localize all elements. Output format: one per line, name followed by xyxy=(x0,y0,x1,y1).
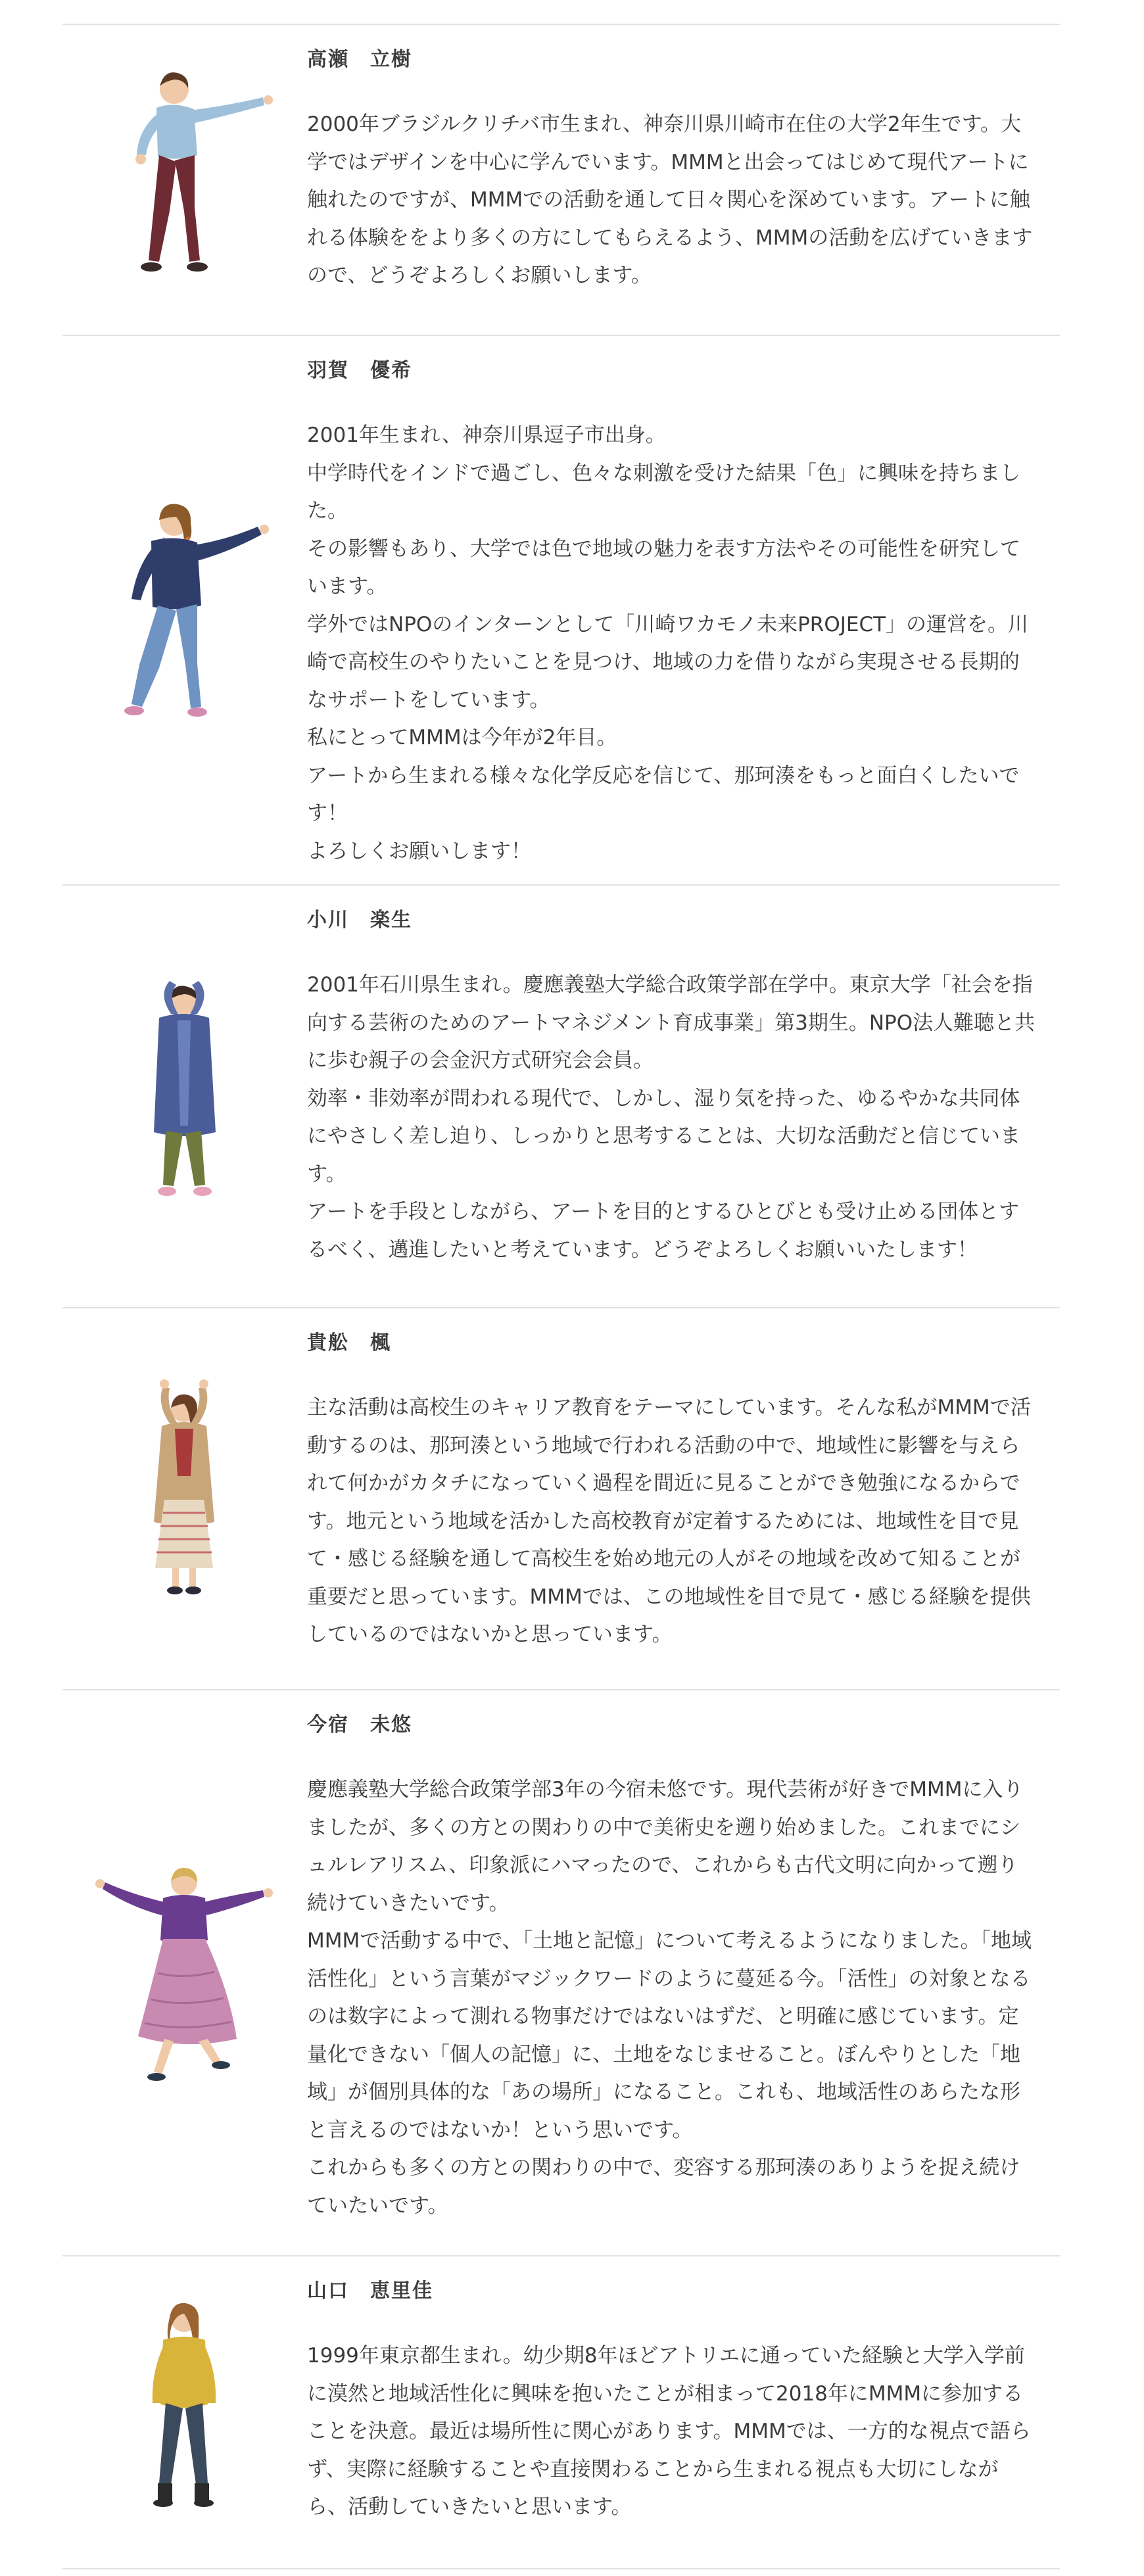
member-bio xyxy=(307,1771,1038,2225)
member-illustration-waving xyxy=(76,441,293,783)
member-text xyxy=(307,1712,1038,2225)
bio-paragraph: 学外ではNPOのインターンとして「川崎ワカモノ未来PROJECT」の運営を。川崎で高校生のやりたいことを見つけ、地域の力を借りながら実現させる長期的なサポートをしています。 xyxy=(307,612,1029,712)
member-name: 高瀬 立樹 xyxy=(307,48,412,71)
member-entry xyxy=(62,24,1060,336)
bio-paragraph: アートを手段としながら、アートを目的とするひとびとも受け止める団体とするべく、邁進したいと考えています。どうぞよろしくお願いいたします！ xyxy=(307,1200,1020,1262)
member-bio xyxy=(307,417,1038,871)
member-name: 羽賀 優希 xyxy=(307,359,412,382)
bio-paragraph: これからも多くの方との関わりの中で、変容する那珂湊のありようを捉え続けていたいです。 xyxy=(307,2156,1020,2218)
member-name: 小川 楽生 xyxy=(307,909,412,932)
bio-paragraph: 2000年ブラジルクリチバ市生まれ、神奈川県川崎市在住の大学2年生です。大学ではデザインを中心に学んでいます。MMMと出会ってはじめて現代アートに触れたのですが、MMMでの活動を通して日々関心を深めています。アートに触れる体験ををより多くの方にしてもらえるよう、MMMの活動を広げていきますので、どうぞよろしくお願いします。 xyxy=(307,112,1033,287)
member-illustration-pointing xyxy=(76,43,293,320)
bio-paragraph: 2001年石川県生まれ。慶應義塾大学総合政策学部在学中。東京大学「社会を指向する芸術のためのアートマネジメント育成事業」第3期生。NPO法人難聴と共に歩む親子の会金沢方式研究会会員。 xyxy=(307,973,1036,1072)
member-name: 山口 恵里佳 xyxy=(307,2279,433,2302)
bio-paragraph: 慶應義塾大学総合政策学部3年の今宿未悠です。現代芸術が好きでMMMに入りましたが、多くの方との関わりの中で美術史を遡り始めました。これまでにシュルレアリスム、印象派にハマったので、これからも古代文明に向かって遡り続けていきたいです。 xyxy=(307,1778,1024,1915)
bio-paragraph: 私にとってMMMは今年が2年目。 xyxy=(307,726,617,750)
member-text xyxy=(307,907,1038,1269)
bio-paragraph: 1999年東京都生まれ。幼少期8年ほどアトリエに通っていた経験と大学入学前に漠然と地域活性化に興味を抱いたことが相まって2018年にMMMに参加することを決意。最近は場所性に関心があります。MMMでは、一方的な視点で語らず、実際に経験することや直接関わることから生まれる視点も大切にしながら、活動していきたいと思います。 xyxy=(307,2344,1031,2519)
member-illustration-standing xyxy=(76,2283,293,2546)
member-bio xyxy=(307,1389,1038,1654)
member-name: 今宿 未悠 xyxy=(307,1713,412,1736)
member-illustration-dancing xyxy=(76,1796,293,2151)
bio-paragraph: MMMで活動する中で、「土地と記憶」について考えるようになりました。「地域活性化」という言葉がマジックワードのように蔓延る今。「活性」の対象となるのは数字によって測れる物事だけではないはずだ、と明確に感じています。定量化できない「個人の記憶」に、土地をなじませること。ぼんやりとした「地域」が個別具体的な「あの場所」になること。これも、地域活性のあらたな形と言えるのではないか！という思いです。 xyxy=(307,1929,1032,2142)
member-entry xyxy=(62,1307,1060,1690)
bio-paragraph: 中学時代をインドで過ごし、色々な刺激を受けた結果「色」に興味を持ちました。 xyxy=(307,461,1020,523)
member-name: 貴舩 楓 xyxy=(307,1331,391,1354)
bio-paragraph: 2001年生まれ、神奈川県逗子市出身。 xyxy=(307,423,666,447)
member-bio xyxy=(307,2337,1038,2527)
bio-paragraph: その影響もあり、大学では色で地域の魅力を表す方法やその可能性を研究しています。 xyxy=(307,537,1020,598)
member-text xyxy=(307,2278,1038,2527)
member-text xyxy=(307,1330,1038,1654)
bio-paragraph: 主な活動は高校生のキャリア教育をテーマにしています。そんな私がMMMで活動するのは、那珂湊という地域で行われる活動の中で、地域性に影響を与えられて何かがカタチになっていく過程を間近に見ることができ勉強になるからです。地元という地域を活かした高校教育が定着するためには、地域性を目で見て・感じる経験を通して高校生を始め地元の人がその地域を改めて知ることが重要だと思っています。MMMでは、この地域性を目で見て・感じる経験を提供しているのではないかと思っています。 xyxy=(307,1396,1031,1646)
member-entry xyxy=(62,335,1060,886)
member-bio xyxy=(307,106,1038,295)
member-entry xyxy=(62,2255,1060,2569)
member-entry xyxy=(62,1689,1060,2256)
member-illustration-coat xyxy=(76,938,293,1254)
member-bio xyxy=(307,966,1038,1269)
member-illustration-hands-up xyxy=(76,1348,293,1650)
member-entry xyxy=(62,884,1060,1308)
bio-paragraph: アートから生まれる様々な化学反応を信じて、那珂湊をもっと面白くしたいです！ xyxy=(307,763,1020,825)
bio-paragraph: よろしくお願いします！ xyxy=(307,839,531,863)
bio-paragraph: 効率・非効率が問われる現代で、しかし、湿り気を持った、ゆるやかな共同体にやさしく差し迫り、しっかりと思考することは、大切な活動だと信じています。 xyxy=(307,1086,1020,1186)
member-text xyxy=(307,358,1038,871)
member-text xyxy=(307,47,1038,295)
